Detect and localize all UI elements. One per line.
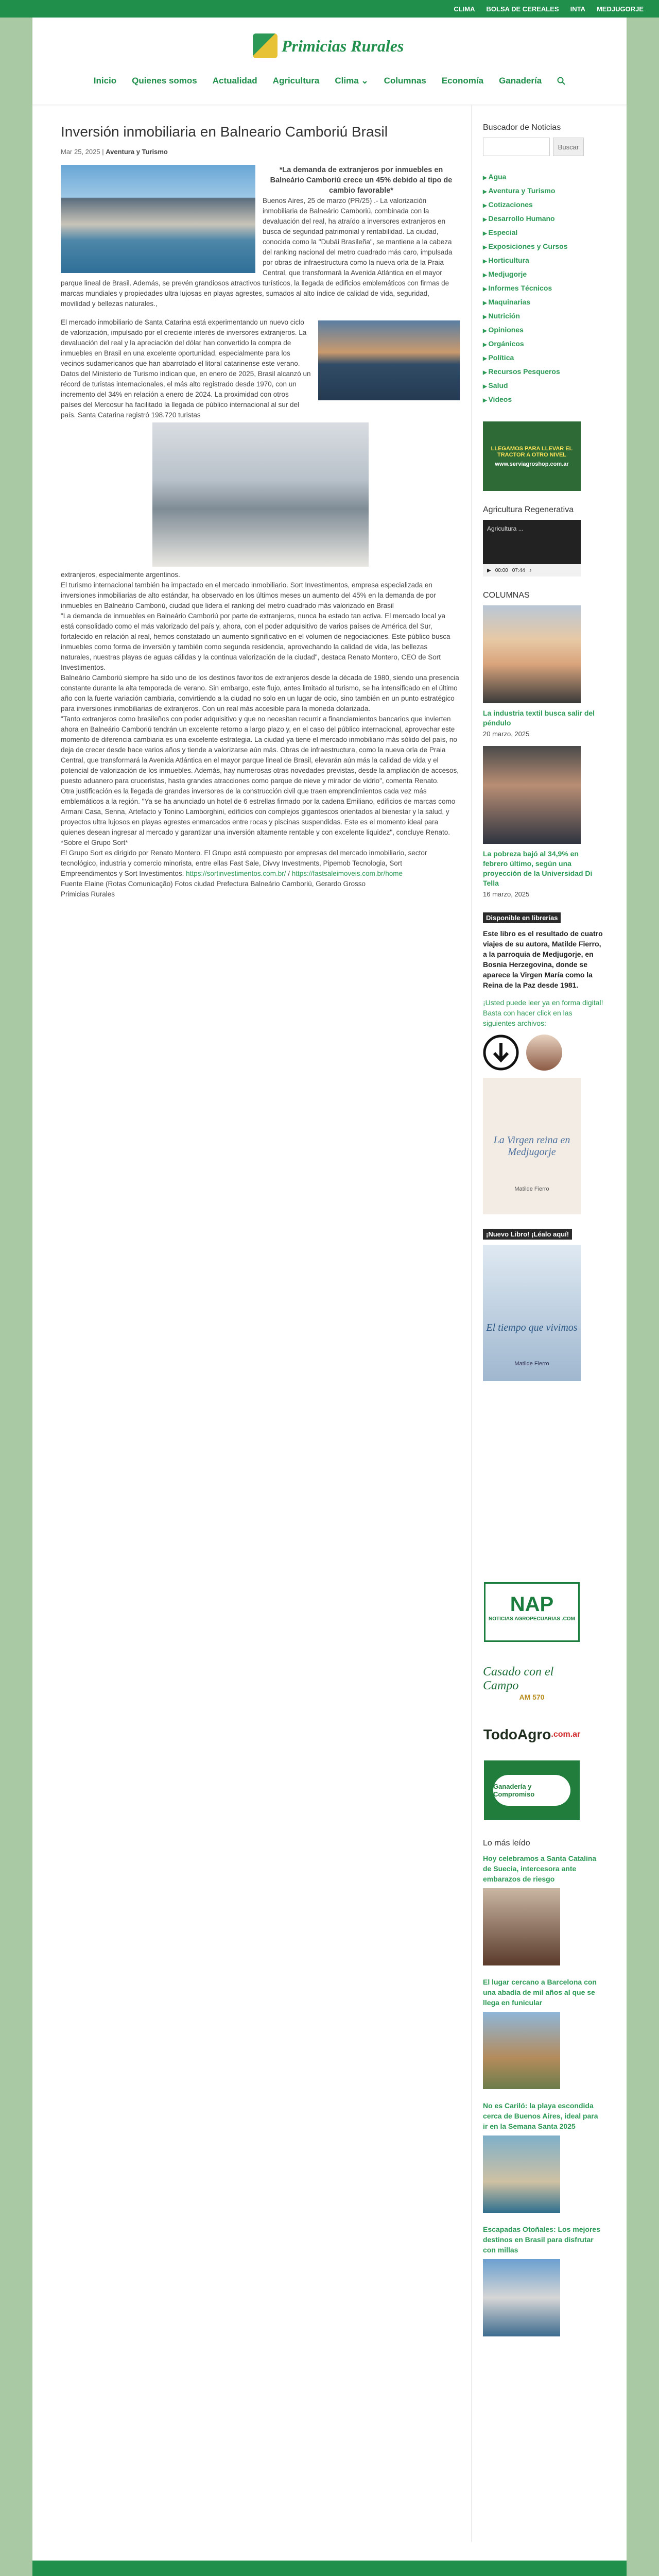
book-cover-tiempo-author: Matilde Fierro xyxy=(514,1361,549,1367)
nav-actualidad[interactable]: Actualidad xyxy=(212,76,257,86)
triangle-right-icon: ▶ xyxy=(483,356,489,362)
triangle-right-icon: ▶ xyxy=(483,314,489,320)
todoagro-logo[interactable] xyxy=(483,1719,581,1750)
book-cover-tiempo[interactable] xyxy=(483,1245,581,1381)
tractor-banner[interactable] xyxy=(483,421,604,491)
play-icon[interactable]: ▶ xyxy=(487,567,491,573)
nav-clima[interactable] xyxy=(335,76,368,86)
column-divider xyxy=(471,105,472,2542)
book-cover-virgen[interactable] xyxy=(483,1078,581,1214)
columnas-title: COLUMNAS xyxy=(483,591,530,600)
paragraph-4: El turismo internacional también ha impactado en el mercado inmobiliario. Sort Investimentos, empresa especializada en inversiones inmobiliarias de alto estándar, ha observado en los últimos meses un aumento del 45% en la demanda de por inmuebles en Balneário Camboriú, ciudad que lidera el ranking del metro cuadrado más valorizado en Brasil xyxy=(61,581,436,609)
post-date: Mar 25, 2025 xyxy=(61,148,100,156)
topbar-link-inta[interactable]: INTA xyxy=(570,5,585,13)
category-item[interactable] xyxy=(483,379,604,393)
columna-2-title[interactable]: La pobreza bajó al 34,9% en febrero último, según una proyección de la Universidad Di Tella xyxy=(483,850,593,887)
paragraph-6: Balneário Camboriú siempre ha sido uno de los destinos favoritos de extranjeros desde la década de 1980, siendo una presencia constante durante la alta temporada de verano. Sin embargo, este flujo, antes limitado al turismo, se ha intensificado en el último año con la fuerte variación cambiaria, convirtiendo a la ciudad no solo en un lugar de ocio, sino también en un punto estratégico para inversiones inmobiliarias de extranjeros. Con un real más accesible para la moneda dolarizada. xyxy=(61,674,459,713)
category-label: Recursos Pesqueros xyxy=(488,367,560,376)
nap-logo-name: NAP xyxy=(510,1593,554,1616)
nuevo-libro-title: ¡Nuevo Libro! ¡Léalo aquí! xyxy=(483,1229,572,1240)
paragraph-3: extranjeros, especialmente argentinos. xyxy=(61,571,180,579)
top-bar xyxy=(0,0,659,18)
category-label: Salud xyxy=(488,381,508,389)
triangle-right-icon: ▶ xyxy=(483,175,489,181)
ganaderia-compromiso-logo[interactable] xyxy=(483,1759,581,1821)
columna-1-date: 20 marzo, 2025 xyxy=(483,730,530,738)
post-meta: Mar 25, 2025 | Aventura y Turismo xyxy=(61,148,168,156)
category-item[interactable] xyxy=(483,184,604,198)
triangle-right-icon: ▶ xyxy=(483,342,489,348)
category-item[interactable] xyxy=(483,310,604,324)
site-footer xyxy=(32,2561,627,2576)
article-body xyxy=(61,165,460,900)
paragraph-8: Otra justificación es la llegada de grandes inversores de la construcción civil que traen emprendimientos cada vez más emblemáticos a la región. "Ya se ha anunciado un hotel de 6 estrellas firmado por la cadena Emiliano, edificios de marcas como Armani Casa, Senna, Artefacto y Tonino Lamborghini, edificios con complejos gigantescos orientados al bienestar y la salud, y proyectos ultra lujosos en playas agrestes enmarcados entre rocas y piscinas suspendidas. Este es el momento ideal para quienes desean ingresar al mercado y garantizar una inversión altamente rentable y con excelente liquidez", concluye Renato. xyxy=(61,787,456,836)
category-item[interactable] xyxy=(483,254,604,268)
category-item[interactable] xyxy=(483,268,604,282)
triangle-right-icon: ▶ xyxy=(483,328,489,334)
article xyxy=(61,123,460,900)
author-avatar[interactable] xyxy=(526,1035,562,1071)
category-item[interactable] xyxy=(483,212,604,226)
category-label: Agua xyxy=(488,173,507,181)
mas-leido-title: Lo más leído xyxy=(483,1839,530,1848)
post-signature: Primicias Rurales xyxy=(61,890,115,898)
triangle-right-icon: ▶ xyxy=(483,273,489,278)
mas-leido-item-3-title[interactable]: No es Cariló: la playa escondida cerca de Buenos Aires, ideal para ir en la Semana Santa 2025 xyxy=(483,2102,598,2130)
site-name: Primicias Rurales xyxy=(282,36,404,55)
paragraph-5: "La demanda de inmuebles en Balneário Camboriú por parte de extranjeros, nunca ha estado tan activa. El mercado local ya está consolidado como el más valorizado del país y, ahora, con el poder adquisitivo de varios países de América del Sur, fortalecido en relación al real, hemos constatado un aumento significativo en el volumen de negociaciones. Este público busca inmuebles como forma de inversión y también como segunda residencia, aprovechando la calidad de vida, las bellezas naturales, nuestras playas de aguas cálidas y la continua valorización de la ciudad", destaca Renato Montero, CEO de Sort Investimentos. xyxy=(61,612,450,671)
post-title: Inversión inmobiliaria en Balneario Camboriú Brasil xyxy=(61,124,388,140)
triangle-right-icon: ▶ xyxy=(483,300,489,306)
triangle-right-icon: ▶ xyxy=(483,217,489,223)
video-player[interactable] xyxy=(483,520,581,577)
tractor-banner-box xyxy=(483,421,581,491)
triangle-right-icon: ▶ xyxy=(483,189,489,195)
category-label: Medjugorje xyxy=(488,270,527,278)
article-lead: *La demanda de extranjeros por inmuebles en Balneário Camboriú crece un 45% debido al tipo de cambio favorable* xyxy=(270,166,453,195)
search-button[interactable]: Buscar xyxy=(553,138,584,156)
video-widget-title: Agricultura Regenerativa xyxy=(483,505,574,514)
book-cover-tiempo-title: El tiempo que vivimos xyxy=(486,1322,578,1333)
triangle-right-icon: ▶ xyxy=(483,286,489,292)
todoagro-name: TodoAgro xyxy=(483,1726,551,1742)
book-cover-virgen-author: Matilde Fierro xyxy=(514,1186,549,1192)
category-item[interactable] xyxy=(483,324,604,337)
columnist-photo-woman[interactable] xyxy=(483,605,581,703)
category-item[interactable] xyxy=(483,282,604,296)
nav-columnas[interactable]: Columnas xyxy=(384,76,426,86)
nav-inicio[interactable]: Inicio xyxy=(93,76,117,86)
nap-logo[interactable] xyxy=(483,1581,581,1643)
casado-campo-logo[interactable] xyxy=(483,1652,581,1714)
mas-leido-item-4-image[interactable] xyxy=(483,2259,560,2336)
triangle-right-icon: ▶ xyxy=(483,398,489,403)
category-label: Nutrición xyxy=(488,312,520,320)
triangle-right-icon: ▶ xyxy=(483,370,489,376)
interior-man-photo xyxy=(152,422,369,567)
video-controls xyxy=(483,564,581,577)
category-item[interactable] xyxy=(483,198,604,212)
page-container xyxy=(32,18,627,2576)
triangle-right-icon: ▶ xyxy=(483,231,489,236)
volume-icon[interactable]: ♪ xyxy=(529,567,532,573)
nav-clima-label: Clima xyxy=(335,76,359,86)
link-sortinvestimentos[interactable]: https://sortinvestimentos.com.br/ xyxy=(186,870,286,877)
paragraph-9: *Sobre el Grupo Sort* xyxy=(61,839,128,846)
category-label: Exposiciones y Cursos xyxy=(488,242,568,250)
category-item[interactable] xyxy=(483,296,604,310)
paragraph-7: "Tanto extranjeros como brasileños con poder adquisitivo y que no necesitan recurrir a financiamientos bancarios que invierten ahora en Balneário Camboriú tendrán un excelente retorno a largo plazo y, en el caso del público internacional, aprovechar este momento de diferencia cambiaria es una excelente estrategia. La ciudad ya tiene el mercado inmobiliario más sólido del país, no deja de crecer desde hace varios años y tiende a valorizarse aún más. Obras de infraestructura, como la nueva orla de Praia Central, que transformará la Avenida Atlántica en el mayor parque lineal de Brasil, elevarán aún más la calidad de vida y el potencial de valorización de los inmuebles. Además, hay numerosas otras novedades previstas, desde la ampliación de accesos, puesto aduanero para cruceristas, hasta grandes atracciones como parque de nieve y mirador de vidrio", comenta Renato. xyxy=(61,715,459,785)
nav-agricultura[interactable]: Agricultura xyxy=(272,76,320,86)
nav-economia[interactable]: Economía xyxy=(441,76,484,86)
chevron-down-icon: ⌄ xyxy=(361,76,369,86)
site-logo[interactable] xyxy=(253,29,407,63)
libreria-text: Este libro es el resultado de cuatro viajes de su autora, Matilde Fierro, a la parroquia de Medjugorje, en Bosnia Herzegovina, donde se aparece la Virgen María como la Reina de la Paz desde 1981. xyxy=(483,929,603,989)
casado-campo-name: Casado con el Campo xyxy=(483,1665,554,1692)
photo-source: Fuente Elaine (Rotas Comunicação) Fotos ciudad Prefectura Balneário Camboriú, Gerardo Grosso xyxy=(61,880,366,888)
casado-campo-sub: AM 570 xyxy=(519,1693,545,1701)
paragraph-10 xyxy=(61,848,460,879)
mas-leido-item-4-title[interactable]: Escapadas Otoñales: Los mejores destinos en Brasil para disfrutar con millas xyxy=(483,2225,600,2254)
category-item[interactable] xyxy=(483,393,604,407)
search-widget xyxy=(483,123,604,156)
paragraph-1: Buenos Aires, 25 de marzo (PR/25) .- La valorización inmobiliaria de Balneário Camboriú, combinada con la devaluación del real, ha atraído a inversores extranjeros en busca de seguridad patrimonial y rentabilidad. La ciudad, conocida como la "Dubái Brasileña", se mantiene a la cabeza del ranking nacional del metro cuadrado más caro, impulsada por obras de infraestructura como la nueva orla de la Praia Central, que transformará la Avenida Atlántica en el mayor parque lineal de Brasil. Además, se prevén grandiosos atractivos turísticos, la llegada de edificios emblemáticos con firmas de marcas mundiales y propiedades ultra lujosas en playas agrestes, sumados al alto índice de calidad de vida, seguridad, movilidad y bellezas naturales., xyxy=(61,197,453,308)
columnist-photo-man[interactable] xyxy=(483,746,581,844)
sunset-coast-photo xyxy=(318,320,460,400)
category-item[interactable] xyxy=(483,226,604,240)
mas-leido-item-3-image[interactable] xyxy=(483,2136,560,2213)
columna-2-date: 16 marzo, 2025 xyxy=(483,890,530,898)
ganaderia-compromiso-name: Ganadería y Compromiso xyxy=(493,1775,570,1806)
tractor-banner-text: LLEGAMOS PARA LLEVAR EL TRACTOR A OTRO NIVEL xyxy=(491,445,573,458)
mas-leido-item-2-image[interactable] xyxy=(483,2012,560,2089)
category-label: Aventura y Turismo xyxy=(488,187,556,195)
paragraph-10-text: El Grupo Sort es dirigido por Renato Montero. El Grupo está compuesto por empresas del mercado inmobiliario, sector tecnológico, industria y comercio minorista, entre ellas Fast Sale, Divvy Investments, Pipemob Tecnologia, Sort Empreendimentos y Sort Investimentos. xyxy=(61,849,427,877)
video-duration: 07:44 xyxy=(512,567,525,573)
video-overlay-title: Agricultura ... xyxy=(487,525,524,532)
paragraph-2-wrap xyxy=(61,317,460,420)
main-nav xyxy=(32,68,627,94)
category-label: Especial xyxy=(488,228,518,236)
libreria-widget xyxy=(483,912,604,1214)
nav-ganaderia[interactable]: Ganadería xyxy=(499,76,542,86)
mas-leido-item[interactable] xyxy=(483,2224,604,2336)
category-label: Cotizaciones xyxy=(488,200,533,209)
libreria-digital-text: ¡Usted puede leer ya en forma digital! Basta con hacer click en las siguientes archivos: xyxy=(483,998,603,1027)
columnas-widget xyxy=(483,591,604,898)
video-time: 00:00 xyxy=(495,567,508,573)
triangle-right-icon: ▶ xyxy=(483,245,489,250)
category-item[interactable] xyxy=(483,240,604,254)
topbar-link-clima[interactable]: CLIMA xyxy=(454,5,475,13)
category-list xyxy=(483,171,604,407)
topbar-link-medjugorje[interactable]: MEDJUGORJE xyxy=(596,5,644,13)
mas-leido-item-1-image[interactable] xyxy=(483,1888,560,1965)
category-label: Orgánicos xyxy=(488,340,524,348)
triangle-right-icon: ▶ xyxy=(483,203,489,209)
sidebar xyxy=(483,123,604,2351)
category-label: Opiniones xyxy=(488,326,524,334)
post-category[interactable]: Aventura y Turismo xyxy=(106,148,168,156)
nuevo-libro-widget xyxy=(483,1229,604,1381)
paragraph-2: El mercado inmobiliario de Santa Catarina está experimentando un nuevo ciclo de valorización, impulsado por el creciente interés de inversores extranjeros. La devaluación del real y la apreciación del dólar han convertido la compra de inmuebles en Brasil en una excelente oportunidad, especialmente para los vecinos sudamericanos que han abarrotado el litoral catarinense este verano. Datos del Ministerio de Turismo indican que, en enero de 2025, Brasil alcanzó un récord de turistas internacionales, el más alto registrado desde 1970, con un incremento del 34% en relación a enero de 2024. La proximidad con otros países del Mercosur ha facilitado la llegada de público internacional al sur del país. Santa Catarina registró 198.720 turistas xyxy=(61,318,311,419)
search-icon[interactable] xyxy=(557,77,565,85)
triangle-right-icon: ▶ xyxy=(483,259,489,264)
logo-mark-icon xyxy=(253,33,278,58)
category-label: Desarrollo Humano xyxy=(488,214,555,223)
search-widget-title: Buscador de Noticias xyxy=(483,123,561,132)
mas-leido-item-1-title[interactable]: Hoy celebramos a Santa Catalina de Suecia, intercesora ante embarazos de riesgo xyxy=(483,1854,597,1883)
category-label: Videos xyxy=(488,395,512,403)
mas-leido-item[interactable] xyxy=(483,1977,604,2089)
search-input[interactable] xyxy=(483,138,550,156)
download-arrow-icon[interactable] xyxy=(483,1035,519,1071)
tractor-banner-url: www.serviagroshop.com.ar xyxy=(495,461,569,467)
mas-leido-widget xyxy=(483,1839,604,2336)
category-label: Maquinarias xyxy=(488,298,531,306)
columna-1-title[interactable]: La industria textil busca salir del péndulo xyxy=(483,709,595,727)
book-cover-virgen-title: La Virgen reina en Medjugorje xyxy=(493,1134,570,1158)
todoagro-sub: .com.ar xyxy=(551,1730,581,1739)
nav-quienes-somos[interactable]: Quienes somos xyxy=(132,76,197,86)
category-item[interactable] xyxy=(483,171,604,184)
link-separator: / xyxy=(286,870,292,877)
video-widget xyxy=(483,505,604,577)
category-label: Horticultura xyxy=(488,256,529,264)
link-fastsale[interactable]: https://fastsaleimoveis.com.br/home xyxy=(291,870,403,877)
category-item[interactable] xyxy=(483,337,604,351)
city-beach-photo xyxy=(61,165,255,273)
mas-leido-item[interactable] xyxy=(483,1853,604,1965)
topbar-link-bolsa[interactable]: BOLSA DE CEREALES xyxy=(486,5,559,13)
nap-logo-sub: NOTICIAS AGROPECUARIAS .COM xyxy=(489,1616,575,1622)
mas-leido-item-2-title[interactable]: El lugar cercano a Barcelona con una abadía de mil años al que se llega en funicular xyxy=(483,1978,597,2007)
category-item[interactable] xyxy=(483,351,604,365)
sidebar-spacer xyxy=(483,1396,604,1581)
triangle-right-icon: ▶ xyxy=(483,384,489,389)
category-label: Política xyxy=(488,353,514,362)
mas-leido-item[interactable] xyxy=(483,2100,604,2213)
site-header xyxy=(32,18,627,105)
category-item[interactable] xyxy=(483,365,604,379)
libreria-title: Disponible en librerías xyxy=(483,912,561,923)
category-label: Informes Técnicos xyxy=(488,284,552,292)
